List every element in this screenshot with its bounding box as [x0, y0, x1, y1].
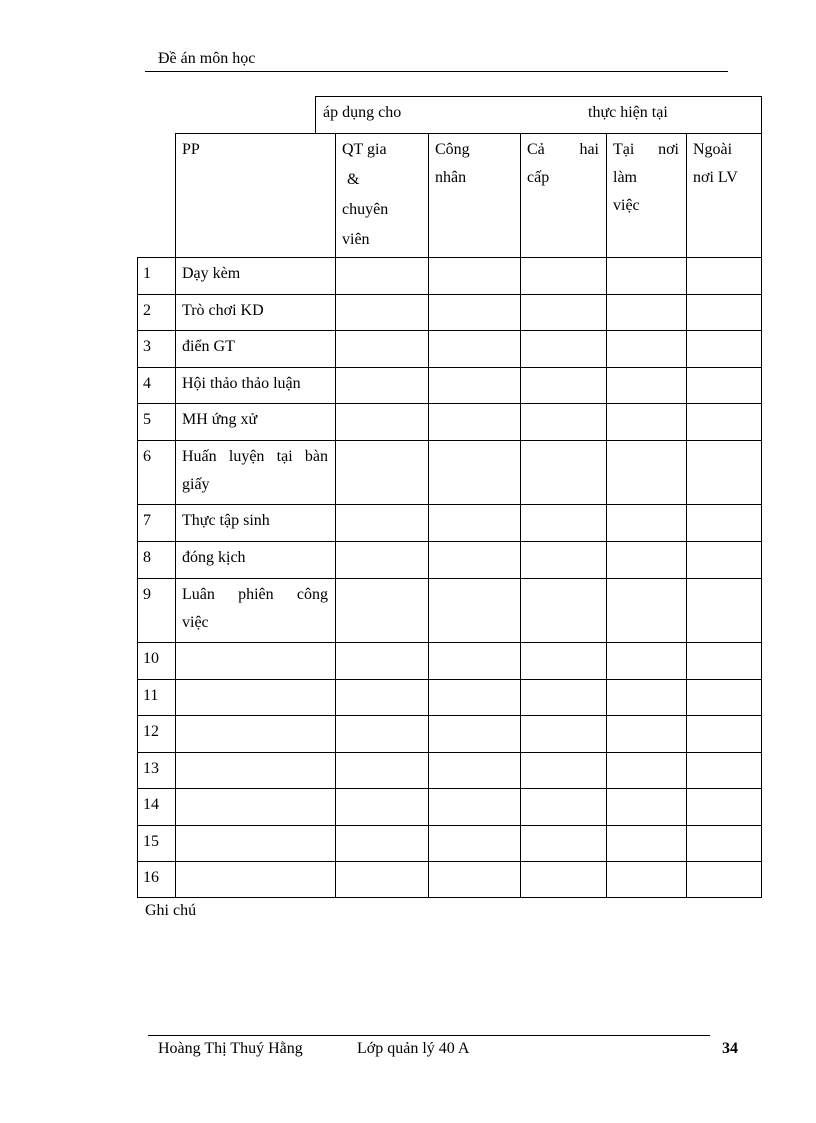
row-method-word: luyện	[228, 448, 265, 465]
header-rule	[145, 71, 728, 72]
note-label: Ghi chú	[145, 902, 197, 919]
col-header-tai-noi	[613, 136, 679, 164]
row-number: 2	[143, 302, 151, 319]
row-method-label: Dạy kèm	[182, 265, 241, 282]
row-number: 15	[143, 833, 159, 850]
table-col-rule	[335, 133, 336, 898]
col-header-qt: viên	[342, 231, 370, 248]
table-header-rule	[175, 133, 762, 134]
row-number: 8	[143, 549, 151, 566]
col-header-tai-noi-word: Tại	[613, 141, 635, 158]
row-method-label: điển GT	[182, 338, 235, 355]
row-method-label: đóng kịch	[182, 549, 246, 566]
table-row-rule	[137, 578, 762, 579]
col-header-ngoai: Ngoài	[693, 141, 733, 158]
row-method-label: Thực tập sinh	[182, 512, 270, 529]
table-col-rule	[175, 133, 176, 898]
row-method-label: Hội thảo thảo luận	[182, 375, 301, 392]
table-row-rule	[137, 504, 762, 505]
col-header-ngoai: nơi LV	[693, 169, 738, 186]
row-method-word: phiên	[238, 586, 274, 603]
col-header-tai-noi-word: nơi	[658, 141, 679, 158]
row-method-word: bàn	[304, 448, 328, 465]
col-header-ca-hai	[527, 136, 599, 164]
row-method-label: MH ứng xử	[182, 411, 258, 428]
row-number: 16	[143, 869, 159, 886]
row-method-label: việc	[182, 614, 209, 631]
row-method-word: Huấn	[182, 448, 217, 465]
footer-class: Lớp quản lý 40 A	[357, 1040, 470, 1057]
row-method-word: Luân	[182, 586, 215, 603]
table-col-rule	[520, 133, 521, 898]
table-row-rule	[137, 788, 762, 789]
group-header-applies: áp dụng cho	[323, 104, 402, 121]
table-right-edge	[761, 96, 762, 898]
table-row-rule	[137, 897, 762, 898]
table-row-rule	[137, 294, 762, 295]
group-header-held-at: thực hiện tại	[588, 104, 668, 121]
row-number: 9	[143, 586, 151, 603]
table-row-rule	[137, 642, 762, 643]
row-number: 10	[143, 650, 159, 667]
row-number: 7	[143, 512, 151, 529]
row-number: 5	[143, 411, 151, 428]
row-number: 13	[143, 760, 159, 777]
table-top-rule	[315, 96, 762, 97]
col-header-tai-noi: làm	[613, 169, 637, 186]
col-header-ca-hai: cấp	[527, 169, 550, 186]
table-row-rule	[137, 367, 762, 368]
col-header-qt: &	[347, 171, 360, 188]
table-col-rule	[606, 133, 607, 898]
table-row-rule	[137, 715, 762, 716]
table-col-rule	[686, 133, 687, 898]
table-row-rule	[137, 257, 762, 258]
row-number: 3	[143, 338, 151, 355]
row-number: 12	[143, 723, 159, 740]
table-row-rule	[137, 541, 762, 542]
col-header-ca-hai-word: hai	[579, 141, 599, 158]
table-group-left-rule	[315, 96, 316, 134]
col-header-tai-noi: việc	[613, 197, 640, 214]
col-header-ca-hai-word: Cả	[527, 141, 545, 158]
table-row-rule	[137, 330, 762, 331]
row-method-label	[182, 581, 328, 609]
table-row-rule	[137, 825, 762, 826]
row-number: 6	[143, 448, 151, 465]
table-row-rule	[137, 861, 762, 862]
col-header-cn: Công	[435, 141, 470, 158]
row-method-label: giấy	[182, 476, 210, 493]
col-header-cn: nhân	[435, 169, 467, 186]
table-col-rule	[428, 133, 429, 898]
col-header-qt: chuyên	[342, 201, 389, 218]
table-row-rule	[137, 752, 762, 753]
table-row-rule	[137, 440, 762, 441]
row-number: 4	[143, 375, 151, 392]
row-number: 1	[143, 265, 151, 282]
row-method-word: tại	[276, 448, 293, 465]
row-method-label: Trò chơi KD	[182, 302, 264, 319]
col-header-pp: PP	[182, 141, 200, 158]
row-method-label	[182, 443, 328, 471]
row-number: 14	[143, 796, 159, 813]
table-row-rule	[137, 679, 762, 680]
table-left-edge	[137, 257, 138, 898]
footer-rule	[148, 1035, 710, 1036]
table-row-rule	[137, 403, 762, 404]
row-number: 11	[143, 687, 159, 704]
page-header-title: Đề án môn học	[158, 50, 256, 67]
footer-author: Hoàng Thị Thuý Hằng	[158, 1040, 303, 1057]
page-number: 34	[722, 1040, 738, 1057]
row-method-word: công	[296, 586, 328, 603]
col-header-qt: QT gia	[342, 141, 387, 158]
